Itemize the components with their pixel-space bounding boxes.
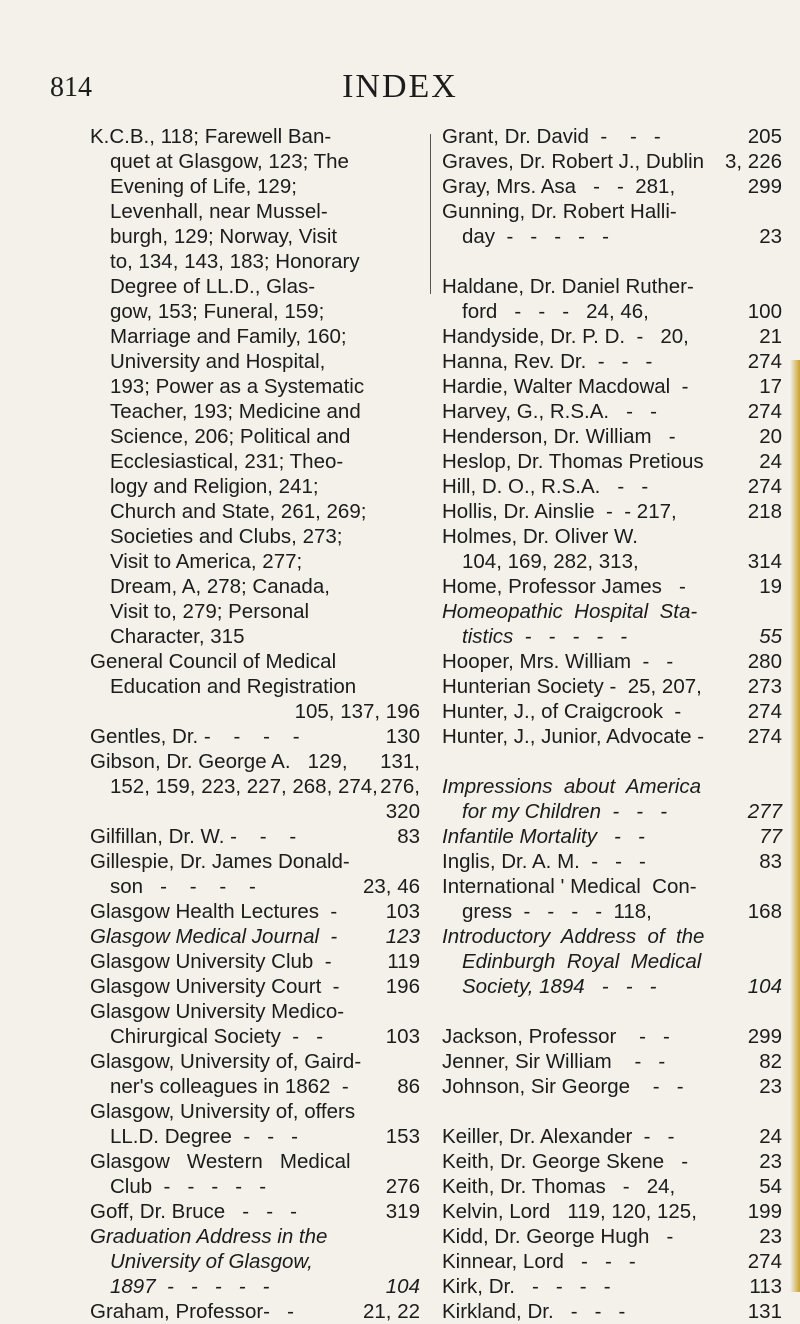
- column-rule: [430, 134, 431, 294]
- page-reference: 105, 137, 196: [294, 700, 420, 723]
- index-entry: [90, 749, 420, 824]
- index-entry: [442, 324, 782, 349]
- index-entry: [442, 1274, 782, 1299]
- entry-line: Visit to America, 277;: [110, 550, 303, 573]
- entry-text: gress - - - - 118,: [462, 900, 652, 923]
- index-entry: [442, 1224, 782, 1249]
- index-entry: [90, 899, 420, 924]
- index-entry: [90, 649, 420, 724]
- index-entry: [442, 1174, 782, 1199]
- entry-text: Chirurgical Society - -: [110, 1025, 324, 1048]
- entry-line: Dream, A, 278; Canada,: [110, 575, 330, 598]
- index-entry: [442, 849, 782, 874]
- page-reference: 131,: [380, 750, 420, 773]
- index-entry: [442, 824, 782, 849]
- entry-text: Hunterian Society - 25, 207,: [442, 675, 702, 698]
- page-reference: 119: [387, 950, 420, 973]
- entry-text: Hunter, J., Junior, Advocate -: [442, 725, 705, 748]
- entry-line: [90, 1149, 420, 1174]
- entry-line: [442, 274, 782, 299]
- page-reference: 274: [747, 1250, 782, 1273]
- entry-line: Science, 206; Political and: [110, 425, 351, 448]
- index-entry: [90, 1224, 420, 1299]
- entry-line: [442, 149, 782, 174]
- entry-text: Harvey, G., R.S.A. - -: [442, 400, 657, 423]
- entry-line: [90, 1099, 420, 1124]
- entry-line: [442, 424, 782, 449]
- page-reference: 103: [385, 1025, 420, 1048]
- entry-text: LL.D. Degree - - -: [110, 1125, 298, 1148]
- entry-text: Glasgow, University of, Gaird-: [90, 1050, 362, 1073]
- page-reference: 24: [759, 1125, 782, 1148]
- page-reference: 205: [747, 125, 782, 148]
- page-reference: 299: [747, 1025, 782, 1048]
- entry-line: University and Hospital,: [110, 350, 326, 373]
- entry-line: [442, 474, 782, 499]
- entry-line: [90, 949, 420, 974]
- index-entry: [90, 824, 420, 849]
- entry-line: [90, 1049, 420, 1074]
- entry-text: Gibson, Dr. George A. 129,: [90, 750, 348, 773]
- entry-text: Inglis, Dr. A. M. - - -: [442, 850, 646, 873]
- entry-text: Hanna, Rev. Dr. - - -: [442, 350, 653, 373]
- index-entry: [90, 1199, 420, 1224]
- entry-line: [90, 674, 420, 699]
- entry-text: Kirkland, Dr. - - -: [442, 1300, 626, 1323]
- entry-text: International ' Medical Con-: [442, 875, 697, 898]
- page-reference: 276,: [380, 775, 420, 798]
- index-entry: [442, 574, 782, 599]
- entry-text: Glasgow University Club -: [90, 950, 332, 973]
- page-reference: 77: [759, 825, 782, 848]
- entry-line: [90, 724, 420, 749]
- page-reference: 82: [759, 1050, 782, 1073]
- page-reference: 17: [759, 375, 782, 398]
- page-reference: 280: [747, 650, 782, 673]
- entry-line: [90, 874, 420, 899]
- index-entry: [90, 949, 420, 974]
- entry-line: Ecclesiastical, 231; Theo-: [110, 450, 344, 473]
- page-reference: 273: [747, 675, 782, 698]
- page-reference: 274: [747, 700, 782, 723]
- entry-line: Societies and Clubs, 273;: [110, 525, 343, 548]
- page-reference: 153: [385, 1125, 420, 1148]
- entry-line: [442, 599, 782, 624]
- entry-line: [442, 124, 782, 149]
- entry-line: [442, 1024, 782, 1049]
- page-reference: 23: [759, 1225, 782, 1248]
- letter-gap: [442, 999, 782, 1024]
- entry-line: [442, 399, 782, 424]
- index-entry: [442, 199, 782, 249]
- entry-text: Henderson, Dr. William -: [442, 425, 676, 448]
- entry-text: Haldane, Dr. Daniel Ruther-: [442, 275, 694, 298]
- entry-line: burgh, 129; Norway, Visit: [110, 225, 338, 248]
- entry-text: Glasgow Western Medical: [90, 1150, 351, 1173]
- page-reference: 123: [385, 925, 420, 948]
- letter-gap: [442, 1099, 782, 1124]
- page-reference: 3, 226: [725, 150, 782, 173]
- entry-line: [90, 1074, 420, 1099]
- entry-text: ford - - - 24, 46,: [462, 300, 649, 323]
- entry-text: Edinburgh Royal Medical: [462, 950, 702, 973]
- entry-line: [442, 774, 782, 799]
- entry-text: Keiller, Dr. Alexander - -: [442, 1125, 675, 1148]
- index-entry: [442, 349, 782, 374]
- entry-line: [442, 799, 782, 824]
- page-reference: 83: [759, 850, 782, 873]
- index-entry: [442, 699, 782, 724]
- page-reference: 23: [759, 1075, 782, 1098]
- page-reference: 276: [385, 1175, 420, 1198]
- entry-text: Introductory Address of the: [442, 925, 705, 948]
- index-entry: [442, 1249, 782, 1274]
- entry-text: Hollis, Dr. Ainslie - - 217,: [442, 500, 677, 523]
- entry-line: [90, 799, 420, 824]
- page-reference: 21: [759, 325, 782, 348]
- entry-line: Visit to, 279; Personal: [110, 600, 310, 623]
- index-entry: [442, 524, 782, 574]
- page-reference: 319: [385, 1200, 420, 1223]
- page-edge-shadow: [790, 360, 800, 1292]
- entry-line: [442, 549, 782, 574]
- entry-line: [442, 199, 782, 224]
- page-reference: 274: [747, 400, 782, 423]
- entry-line: [90, 1249, 420, 1274]
- entry-text: Kirk, Dr. - - - -: [442, 1275, 611, 1298]
- index-entry: [90, 1149, 420, 1199]
- index-entry: [442, 499, 782, 524]
- entry-line: [90, 1274, 420, 1299]
- entry-line: [90, 999, 420, 1024]
- page-reference: 104: [747, 975, 782, 998]
- entry-line: [442, 1174, 782, 1199]
- page-reference: 20: [759, 425, 782, 448]
- page-reference: 113: [749, 1275, 782, 1298]
- page-reference: 130: [385, 725, 420, 748]
- page-reference: 23: [759, 1150, 782, 1173]
- entry-line: [442, 374, 782, 399]
- entry-text: Homeopathic Hospital Sta-: [442, 600, 698, 623]
- entry-text: Hunter, J., of Craigcrook -: [442, 700, 682, 723]
- index-entry: [90, 724, 420, 749]
- entry-line: [442, 849, 782, 874]
- entry-line: [442, 224, 782, 249]
- entry-text: Glasgow Health Lectures -: [90, 900, 338, 923]
- entry-line: [442, 1124, 782, 1149]
- entry-line: [90, 749, 420, 774]
- page-reference: 299: [747, 175, 782, 198]
- entry-line: [442, 1249, 782, 1274]
- entry-line: [90, 1174, 420, 1199]
- letter-gap: [442, 749, 782, 774]
- page-reference: 168: [747, 900, 782, 923]
- index-entry: [442, 474, 782, 499]
- page-reference: 54: [759, 1175, 782, 1198]
- entry-line: [442, 299, 782, 324]
- entry-line: Levenhall, near Mussel-: [110, 200, 328, 223]
- entry-text: tistics - - - - -: [462, 625, 628, 648]
- entry-line: [442, 1149, 782, 1174]
- page-reference: 23: [759, 225, 782, 248]
- entry-line: [442, 1074, 782, 1099]
- entry-text: Graves, Dr. Robert J., Dublin: [442, 150, 705, 173]
- index-entry: [442, 174, 782, 199]
- entry-text: Glasgow Medical Journal -: [90, 925, 338, 948]
- entry-text: Infantile Mortality - -: [442, 825, 645, 848]
- entry-line: [442, 449, 782, 474]
- index-entry: [442, 449, 782, 474]
- entry-text: Home, Professor James -: [442, 575, 686, 598]
- entry-text: Gentles, Dr. - - - -: [90, 725, 300, 748]
- entry-line: [442, 974, 782, 999]
- entry-line: [442, 824, 782, 849]
- entry-line: [442, 524, 782, 549]
- entry-text: Graduation Address in the: [90, 1225, 328, 1248]
- entry-text: Glasgow University Court -: [90, 975, 340, 998]
- entry-line: [442, 499, 782, 524]
- page-reference: 314: [747, 550, 782, 573]
- entry-line: [442, 649, 782, 674]
- entry-line: [90, 774, 420, 799]
- entry-line: [90, 1299, 420, 1324]
- entry-line: [90, 1224, 420, 1249]
- entry-text: Kelvin, Lord 119, 120, 125,: [442, 1200, 697, 1223]
- index-entry: [442, 1124, 782, 1149]
- entry-line: [90, 1199, 420, 1224]
- index-entry: [90, 924, 420, 949]
- entry-line: [90, 849, 420, 874]
- entry-line: [90, 1124, 420, 1149]
- entry-line: gow, 153; Funeral, 159;: [110, 300, 325, 323]
- entry-text: Holmes, Dr. Oliver W.: [442, 525, 638, 548]
- entry-line: [90, 699, 420, 724]
- index-entry: [442, 1299, 782, 1324]
- entry-text: Johnson, Sir George - -: [442, 1075, 684, 1098]
- index-entry: [442, 1199, 782, 1224]
- index-entry: [90, 974, 420, 999]
- page-reference: 277: [747, 800, 782, 823]
- left-column: [90, 124, 420, 1324]
- page-reference: 24: [759, 450, 782, 473]
- entry-text: Hardie, Walter Macdowal -: [442, 375, 689, 398]
- entry-line: [90, 974, 420, 999]
- entry-text: 152, 159, 223, 227, 268, 274,: [110, 775, 378, 798]
- index-entry: [442, 1149, 782, 1174]
- letter-gap: [442, 249, 782, 274]
- entry-line: Character, 315: [110, 625, 245, 648]
- index-entry: [442, 1024, 782, 1049]
- index-entry: [442, 274, 782, 324]
- entry-text: 1897 - - - - -: [110, 1275, 270, 1298]
- entry-text: Keith, Dr. Thomas - 24,: [442, 1175, 676, 1198]
- entry-text: General Council of Medical: [90, 650, 337, 673]
- entry-text: Jenner, Sir William - -: [442, 1050, 666, 1073]
- entry-line: [442, 674, 782, 699]
- entry-text: ner's colleagues in 1862 -: [110, 1075, 349, 1098]
- entry-line: to, 134, 143, 183; Honorary: [110, 250, 360, 273]
- index-entry: [442, 674, 782, 699]
- entry-line: [90, 899, 420, 924]
- index-entry: [442, 874, 782, 924]
- entry-line: [442, 899, 782, 924]
- entry-text: University of Glasgow,: [110, 1250, 313, 1273]
- entry-text: day - - - - -: [462, 225, 609, 248]
- entry-line: [442, 949, 782, 974]
- entry-text: for my Children - - -: [462, 800, 668, 823]
- index-entry: [442, 374, 782, 399]
- entry-line: [90, 924, 420, 949]
- entry-line: [442, 624, 782, 649]
- entry-text: Club - - - - -: [110, 1175, 267, 1198]
- entry-line: Church and State, 261, 269;: [110, 500, 367, 523]
- page-reference: 320: [385, 800, 420, 823]
- index-entry: [442, 599, 782, 649]
- entry-line: [442, 1274, 782, 1299]
- page-reference: 83: [397, 825, 420, 848]
- page-reference: 199: [747, 1200, 782, 1223]
- entry-text: Society, 1894 - - -: [462, 975, 657, 998]
- entry-text: Hooper, Mrs. William - -: [442, 650, 674, 673]
- page-title: INDEX: [342, 68, 458, 105]
- index-entry: [442, 924, 782, 999]
- page-reference: 19: [759, 575, 782, 598]
- entry-line: [90, 824, 420, 849]
- index-entry: [442, 399, 782, 424]
- entry-text: Goff, Dr. Bruce - - -: [90, 1200, 297, 1223]
- page-reference: 86: [397, 1075, 420, 1098]
- entry-text: Education and Registration: [110, 675, 357, 698]
- page-reference: 274: [747, 475, 782, 498]
- page-reference: 104: [385, 1275, 420, 1298]
- index-entry: [442, 149, 782, 174]
- page-reference: 100: [747, 300, 782, 323]
- entry-text: Kinnear, Lord - - -: [442, 1250, 636, 1273]
- index-entry: [442, 124, 782, 149]
- entry-line: [442, 574, 782, 599]
- page-reference: 218: [747, 500, 782, 523]
- entry-line: logy and Religion, 241;: [110, 475, 319, 498]
- entry-line: Degree of LL.D., Glas-: [110, 275, 316, 298]
- page-reference: 103: [385, 900, 420, 923]
- index-entry: [90, 999, 420, 1049]
- page-reference: 23, 46: [363, 875, 420, 898]
- entry-line: [442, 1049, 782, 1074]
- entry-text: Gillespie, Dr. James Donald-: [90, 850, 350, 873]
- page-reference: 55: [759, 625, 782, 648]
- entry-text: 104, 169, 282, 313,: [462, 550, 639, 573]
- index-entry: [90, 124, 420, 649]
- entry-line: [442, 1299, 782, 1324]
- index-entry: [442, 649, 782, 674]
- index-entry: [442, 1074, 782, 1099]
- entry-text: Handyside, Dr. P. D. - 20,: [442, 325, 689, 348]
- entry-text: Gray, Mrs. Asa - - 281,: [442, 175, 676, 198]
- index-entry: [442, 724, 782, 749]
- entry-text: Impressions about America: [442, 775, 702, 798]
- entry-line: Marriage and Family, 160;: [110, 325, 347, 348]
- entry-line: [442, 1199, 782, 1224]
- page-reference: 274: [747, 725, 782, 748]
- entry-line: K.C.B., 118; Farewell Ban-: [90, 125, 332, 148]
- index-entry: [90, 1049, 420, 1099]
- entry-line: [442, 924, 782, 949]
- entry-line: [90, 649, 420, 674]
- index-entry: [442, 774, 782, 824]
- page-reference: 131: [747, 1300, 782, 1323]
- entry-text: Grant, Dr. David - - -: [442, 125, 661, 148]
- entry-line: [90, 1024, 420, 1049]
- entry-text: Gunning, Dr. Robert Halli-: [442, 200, 677, 223]
- entry-text: Keith, Dr. George Skene -: [442, 1150, 689, 1173]
- entry-text: Heslop, Dr. Thomas Pretious: [442, 450, 704, 473]
- entry-text: son - - - -: [110, 875, 256, 898]
- entry-text: Hill, D. O., R.S.A. - -: [442, 475, 649, 498]
- page-reference: 274: [747, 350, 782, 373]
- entry-line: 193; Power as a Systematic: [110, 375, 365, 398]
- entry-text: Jackson, Professor - -: [442, 1025, 670, 1048]
- entry-line: [442, 324, 782, 349]
- index-entry: [90, 1299, 420, 1324]
- index-entry: [90, 849, 420, 899]
- entry-line: [442, 724, 782, 749]
- entry-line: [442, 349, 782, 374]
- entry-text: Gilfillan, Dr. W. - - -: [90, 825, 297, 848]
- page-reference: 21, 22: [363, 1300, 420, 1323]
- page-number: 814: [50, 72, 92, 103]
- entry-line: [442, 874, 782, 899]
- page-reference: 196: [385, 975, 420, 998]
- entry-line: Evening of Life, 129;: [110, 175, 297, 198]
- entry-text: Glasgow University Medico-: [90, 1000, 345, 1023]
- index-entry: [442, 424, 782, 449]
- entry-line: [442, 699, 782, 724]
- entry-text: Kidd, Dr. George Hugh -: [442, 1225, 674, 1248]
- index-entry: [90, 1099, 420, 1149]
- entry-line: [442, 174, 782, 199]
- entry-text: Glasgow, University of, offers: [90, 1100, 356, 1123]
- entry-text: Graham, Professor- -: [90, 1300, 294, 1323]
- entry-line: Teacher, 193; Medicine and: [110, 400, 361, 423]
- entry-line: quet at Glasgow, 123; The: [110, 150, 349, 173]
- right-column: [442, 124, 782, 1324]
- index-entry: [442, 1049, 782, 1074]
- entry-line: [442, 1224, 782, 1249]
